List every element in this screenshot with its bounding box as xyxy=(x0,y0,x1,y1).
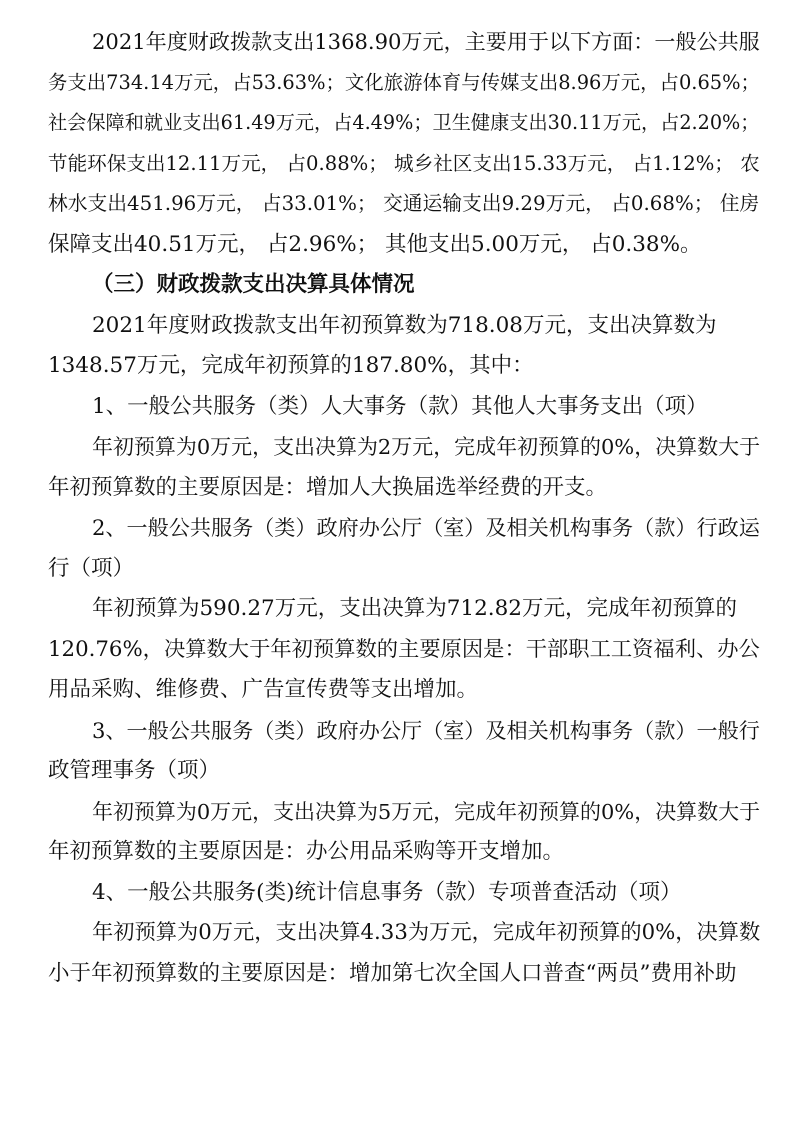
text-line: 节能环保支出12.11万元， 占0.88%； 城乡社区支出15.33万元， 占1.12%； 农 xyxy=(48,151,760,175)
text-line: 1348.57万元，完成年初预算的187.80%，其中： xyxy=(48,353,534,378)
text-line: 保障支出40.51万元， 占2.96%； 其他支出5.00万元， 占0.38%。 xyxy=(48,231,702,257)
document-page xyxy=(48,22,760,994)
text-line: 年初预算为0万元，支出决算4.33为万元，完成年初预算的0%，决算数 xyxy=(92,920,761,945)
text-line: 用品采购、维修费、广告宣传费等支出增加。 xyxy=(48,677,479,702)
text-line: 政管理事务（项） xyxy=(48,758,221,783)
item-1-title xyxy=(48,387,760,428)
item-2-title xyxy=(48,508,760,589)
section-heading-text: （三）财政拨款支出决算具体情况 xyxy=(92,272,415,297)
text-line: 120.76%，决算数大于年初预算数的主要原因是：干部职工工资福利、办公 xyxy=(48,636,760,662)
item-1-body xyxy=(48,427,760,508)
text-line: 行（项） xyxy=(48,555,135,581)
text-line: 1、一般公共服务（类）人大事务（款）其他人大事务支出（项） xyxy=(92,393,708,419)
item-2-body xyxy=(48,589,760,711)
item-4-title xyxy=(48,873,760,914)
text-line: 2021年度财政拨款支出年初预算数为718.08万元，支出决算数为 xyxy=(92,312,717,338)
text-line: 年初预算为590.27万元，支出决算为712.82万元，完成年初预算的 xyxy=(92,596,737,621)
item-4-body xyxy=(48,913,760,994)
item-3-body xyxy=(48,792,760,873)
summary-paragraph xyxy=(48,22,760,265)
overview-paragraph xyxy=(48,306,760,387)
text-line: 4、一般公共服务(类)统计信息事务（款）专项普查活动（项） xyxy=(92,879,682,905)
item-3-title xyxy=(48,711,760,792)
text-line: 年初预算为0万元，支出决算为5万元，完成年初预算的0%，决算数大于 xyxy=(92,799,761,824)
text-line: 务支出734.14万元，占53.63%；文化旅游体育与传媒支出8.96万元，占0.65%； xyxy=(48,70,760,94)
text-line: 2021年度财政拨款支出1368.90万元，主要用于以下方面：一般公共服 xyxy=(92,29,760,54)
text-line: 年初预算数的主要原因是：办公用品采购等开支增加。 xyxy=(48,839,565,864)
section-heading xyxy=(48,265,760,306)
text-line: 小于年初预算数的主要原因是：增加第七次全国人口普查“两员”费用补助 xyxy=(48,960,737,986)
text-line: 社会保障和就业支出61.49万元，占4.49%；卫生健康支出30.11万元，占2.20%； xyxy=(48,111,760,134)
text-line: 年初预算为0万元，支出决算为2万元，完成年初预算的0%，决算数大于 xyxy=(92,435,761,459)
text-line: 年初预算数的主要原因是：增加人大换届选举经费的开支。 xyxy=(48,474,608,500)
text-line: 2、一般公共服务（类）政府办公厅（室）及相关机构事务（款）行政运 xyxy=(92,515,760,540)
text-line: 林水支出451.96万元， 占33.01%； 交通运输支出9.29万元， 占0.68%； 住房 xyxy=(48,192,760,215)
text-line: 3、一般公共服务（类）政府办公厅（室）及相关机构事务（款）一般行 xyxy=(92,717,760,743)
